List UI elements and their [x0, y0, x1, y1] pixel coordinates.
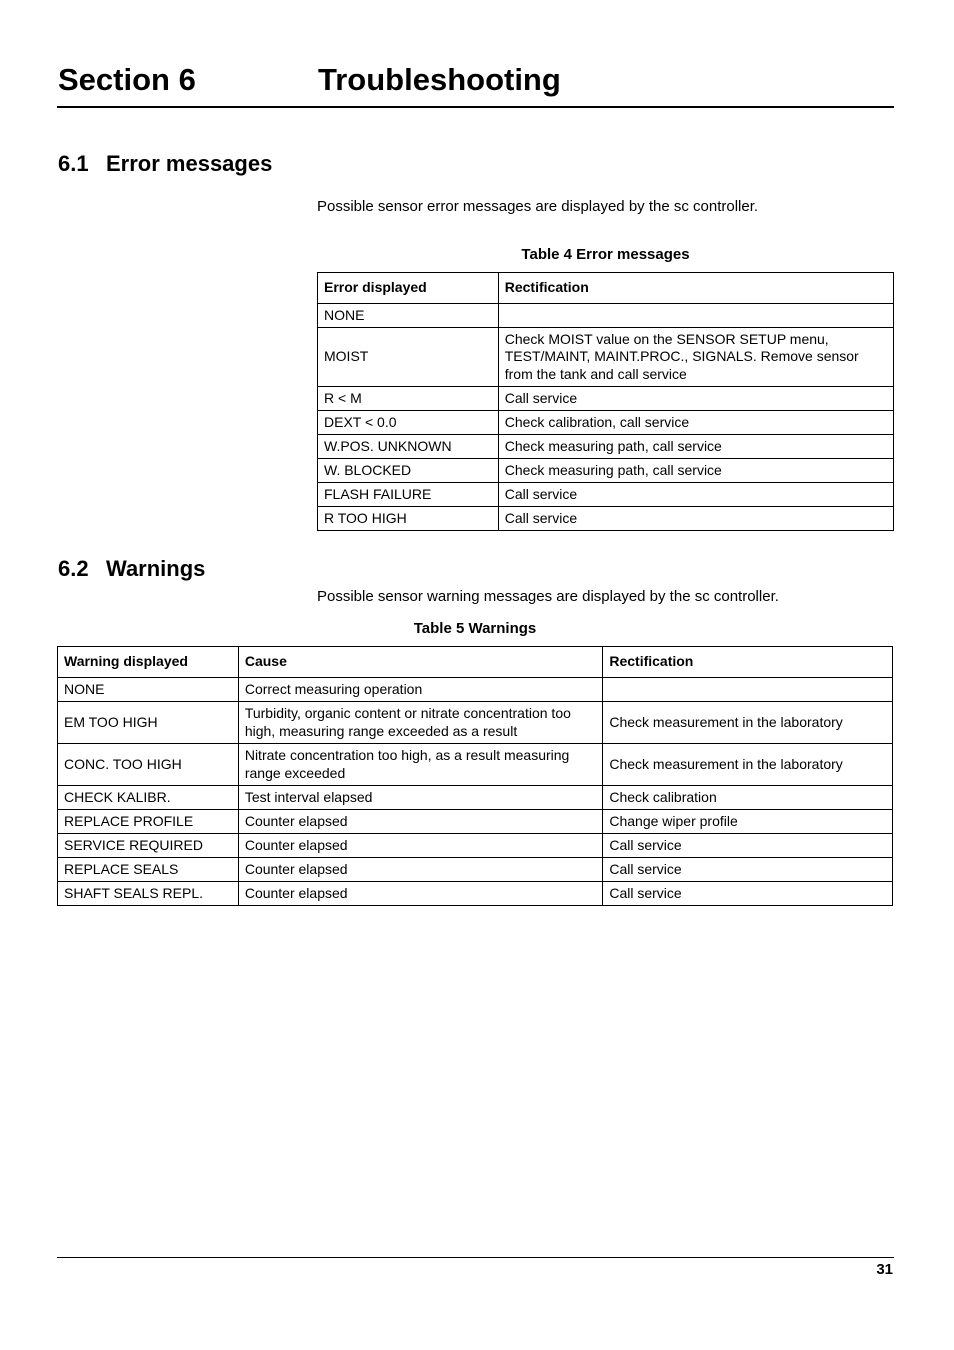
cause: Turbidity, organic content or nitrate concentration too high, measuring range exceeded as a result — [238, 702, 603, 744]
rectification — [498, 304, 893, 328]
rectification: Call service — [498, 387, 893, 411]
rectification: Check MOIST value on the SENSOR SETUP menu, TEST/MAINT, MAINT.PROC., SIGNALS. Remove sensor from the tank and call service — [498, 328, 893, 387]
rectification: Call service — [603, 882, 893, 906]
warning-code: EM TOO HIGH — [58, 702, 239, 744]
column-header: Warning displayed — [58, 647, 239, 678]
table-row — [58, 810, 893, 834]
column-header: Rectification — [498, 273, 893, 304]
warnings-title: Warnings — [106, 556, 206, 581]
error-messages-number: 6.1 — [58, 151, 89, 176]
section-header — [57, 58, 894, 108]
table-row — [58, 744, 893, 786]
error-code: DEXT < 0.0 — [318, 411, 499, 435]
rectification: Change wiper profile — [603, 810, 893, 834]
page-number: 31 — [876, 1261, 893, 1278]
warning-code: NONE — [58, 678, 239, 702]
footer-rule — [57, 1257, 894, 1258]
warning-code: SHAFT SEALS REPL. — [58, 882, 239, 906]
warnings-heading — [58, 555, 205, 583]
cause: Test interval elapsed — [238, 786, 603, 810]
column-header: Error displayed — [318, 273, 499, 304]
rectification: Check measuring path, call service — [498, 435, 893, 459]
table-row — [58, 834, 893, 858]
cause: Counter elapsed — [238, 882, 603, 906]
warning-code: CHECK KALIBR. — [58, 786, 239, 810]
table-row — [58, 786, 893, 810]
warning-code: CONC. TOO HIGH — [58, 744, 239, 786]
warnings-number: 6.2 — [58, 556, 89, 581]
rectification: Call service — [603, 858, 893, 882]
cause: Nitrate concentration too high, as a result measuring range exceeded — [238, 744, 603, 786]
table-row — [318, 411, 894, 435]
rectification — [603, 678, 893, 702]
warnings-table-caption: Table 5 Warnings — [413, 620, 537, 637]
rectification: Call service — [498, 483, 893, 507]
table-row — [58, 882, 893, 906]
section-number: Section 6 — [58, 62, 196, 97]
table-row — [318, 387, 894, 411]
table-row — [318, 459, 894, 483]
rectification: Check measurement in the laboratory — [603, 744, 893, 786]
rectification: Check measurement in the laboratory — [603, 702, 893, 744]
table-row — [58, 858, 893, 882]
rectification: Check measuring path, call service — [498, 459, 893, 483]
rectification: Check calibration — [603, 786, 893, 810]
error-code: NONE — [318, 304, 499, 328]
table-row — [58, 678, 893, 702]
error-messages-table — [317, 272, 894, 531]
warnings-intro: Possible sensor warning messages are displayed by the sc controller. — [317, 588, 779, 605]
cause: Counter elapsed — [238, 858, 603, 882]
cause: Correct measuring operation — [238, 678, 603, 702]
error-code: W.POS. UNKNOWN — [318, 435, 499, 459]
error-code: R < M — [318, 387, 499, 411]
cause: Counter elapsed — [238, 834, 603, 858]
error-messages-intro: Possible sensor error messages are displayed by the sc controller. — [317, 198, 759, 215]
rectification: Call service — [603, 834, 893, 858]
table-row — [318, 328, 894, 387]
error-code: R TOO HIGH — [318, 507, 499, 531]
table-row — [318, 507, 894, 531]
warning-code: REPLACE PROFILE — [58, 810, 239, 834]
table-row — [318, 304, 894, 328]
table-header-row — [318, 273, 894, 304]
warning-code: SERVICE REQUIRED — [58, 834, 239, 858]
error-messages-heading — [58, 150, 272, 178]
warning-code: REPLACE SEALS — [58, 858, 239, 882]
column-header: Cause — [238, 647, 603, 678]
error-code: W. BLOCKED — [318, 459, 499, 483]
table-header-row — [58, 647, 893, 678]
section-title: Troubleshooting — [318, 62, 561, 97]
column-header: Rectification — [603, 647, 893, 678]
error-code: MOIST — [318, 328, 499, 387]
table-row — [58, 702, 893, 744]
rectification: Check calibration, call service — [498, 411, 893, 435]
warnings-table — [57, 646, 893, 906]
error-messages-title: Error messages — [106, 151, 273, 176]
error-table-caption: Table 4 Error messages — [521, 246, 690, 263]
table-row — [318, 483, 894, 507]
cause: Counter elapsed — [238, 810, 603, 834]
error-code: FLASH FAILURE — [318, 483, 499, 507]
table-row — [318, 435, 894, 459]
rectification: Call service — [498, 507, 893, 531]
